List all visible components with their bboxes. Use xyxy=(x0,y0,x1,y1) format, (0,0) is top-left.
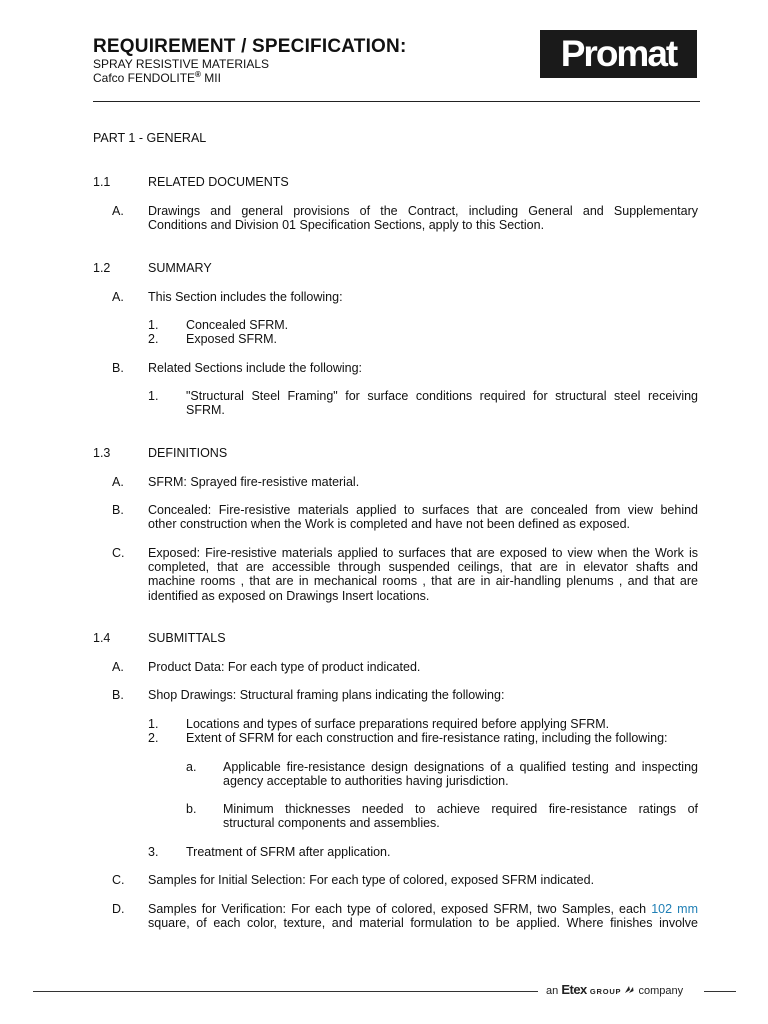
paragraph-line: square, of each color, texture, and material formulation to be applied. Where finishes involve xyxy=(148,916,698,931)
subitem-text: Exposed SFRM. xyxy=(186,332,278,346)
paragraph-line xyxy=(148,902,698,916)
paragraph-line: "Structural Steel Framing" for surface conditions required for structural steel receiving xyxy=(186,389,698,403)
paragraph: This Section includes the following: xyxy=(148,290,343,304)
paragraph-line: Minimum thicknesses needed to achieve required fire-resistance ratings of xyxy=(223,802,698,816)
etex-logo: Etex xyxy=(561,982,587,997)
subitem-text: Locations and types of surface preparations required before applying SFRM. xyxy=(186,717,610,731)
header-divider xyxy=(93,101,700,102)
subitem-marker: 3. xyxy=(148,845,159,859)
promat-logo: Promat xyxy=(540,30,697,78)
item-marker: A. xyxy=(112,290,124,304)
paragraph: Samples for Initial Selection: For each type of colored, exposed SFRM indicated. xyxy=(148,873,595,887)
section-number: 1.4 xyxy=(93,631,111,645)
subitem-marker: 2. xyxy=(148,332,159,346)
footer-brand xyxy=(546,983,683,999)
item-marker: A. xyxy=(112,204,124,218)
paragraph-line: structural components and assemblies. xyxy=(223,816,440,831)
subsubitem-paragraph xyxy=(223,802,698,830)
item-marker: C. xyxy=(112,873,125,887)
leaf-icon xyxy=(624,984,635,999)
paragraph: Related Sections include the following: xyxy=(148,361,363,375)
footer-divider-right xyxy=(704,991,736,992)
paragraph: SFRM: Sprayed fire-resistive material. xyxy=(148,475,360,489)
subitem-text: Treatment of SFRM after application. xyxy=(186,845,391,859)
paragraph xyxy=(148,902,698,930)
measurement-highlight: 102 mm xyxy=(651,902,699,916)
paragraph-line: Drawings and general provisions of the Contract, including General and Supplementary xyxy=(148,204,698,218)
product-name: Cafco FENDOLITE xyxy=(93,71,196,85)
subitem-text: Extent of SFRM for each construction and fire-resistance rating, including the following: xyxy=(186,731,668,745)
paragraph-line: identified as exposed on Drawings Insert locations. xyxy=(148,588,430,603)
paragraph-line: other construction when the Work is completed and have not been defined as exposed. xyxy=(148,517,631,532)
paragraph-line: SFRM. xyxy=(186,403,225,418)
section-title: SUMMARY xyxy=(148,261,212,275)
subitem-paragraph xyxy=(186,389,698,417)
subitem-text: Concealed SFRM. xyxy=(186,318,289,332)
footer-suffix: company xyxy=(638,985,684,997)
subsubitem-marker: a. xyxy=(186,760,197,774)
item-marker: A. xyxy=(112,475,124,489)
item-marker: C. xyxy=(112,546,125,560)
paragraph: Shop Drawings: Structural framing plans indicating the following: xyxy=(148,688,505,702)
product-name-line xyxy=(93,71,221,85)
section-number: 1.2 xyxy=(93,261,111,275)
section-title: SUBMITTALS xyxy=(148,631,226,645)
paragraph-line: Concealed: Fire-resistive materials applied to surfaces that are concealed from view behind xyxy=(148,503,698,517)
item-marker: B. xyxy=(112,503,124,517)
product-suffix: MII xyxy=(200,71,221,85)
footer-prefix: an xyxy=(546,985,559,997)
paragraph xyxy=(148,546,698,603)
item-marker: B. xyxy=(112,688,124,702)
subitem-marker: 1. xyxy=(148,717,159,731)
section-title: DEFINITIONS xyxy=(148,446,228,460)
document-title: REQUIREMENT / SPECIFICATION: xyxy=(93,36,407,57)
footer-divider-left xyxy=(33,991,538,992)
item-marker: D. xyxy=(112,902,125,916)
section-number: 1.1 xyxy=(93,175,111,189)
group-label: GROUP xyxy=(589,987,622,996)
subitem-marker: 1. xyxy=(148,389,159,403)
paragraph-text: Samples for Verification: For each type of colored, exposed SFRM, two Samples, each xyxy=(148,902,652,916)
item-marker: B. xyxy=(112,361,124,375)
subitem-marker: 1. xyxy=(148,318,159,332)
subsubitem-paragraph xyxy=(223,760,698,788)
paragraph xyxy=(148,503,698,531)
subsubitem-marker: b. xyxy=(186,802,197,816)
paragraph-line: completed, that are accessible through suspended ceilings, that are in elevator shafts and xyxy=(148,560,698,575)
paragraph-line: Exposed: Fire-resistive materials applied to surfaces that are exposed to view when the Work is xyxy=(148,546,698,560)
paragraph-line: machine rooms , that are in mechanical rooms , that are in air-handling plenums , and that are xyxy=(148,574,698,589)
paragraph-line: agency acceptable to authorities having jurisdiction. xyxy=(223,774,509,789)
paragraph-line: Conditions and Division 01 Specification Sections, apply to this Section. xyxy=(148,218,545,233)
paragraph xyxy=(148,204,698,232)
paragraph-line: Applicable fire-resistance design designations of a qualified testing and inspecting xyxy=(223,760,698,774)
subitem-marker: 2. xyxy=(148,731,159,745)
item-marker: A. xyxy=(112,660,124,674)
section-title: RELATED DOCUMENTS xyxy=(148,175,289,189)
section-number: 1.3 xyxy=(93,446,111,460)
part-heading: PART 1 - GENERAL xyxy=(93,131,207,145)
registered-mark: ® xyxy=(195,70,201,79)
paragraph: Product Data: For each type of product indicated. xyxy=(148,660,421,674)
document-subtitle: SPRAY RESISTIVE MATERIALS xyxy=(93,57,270,71)
